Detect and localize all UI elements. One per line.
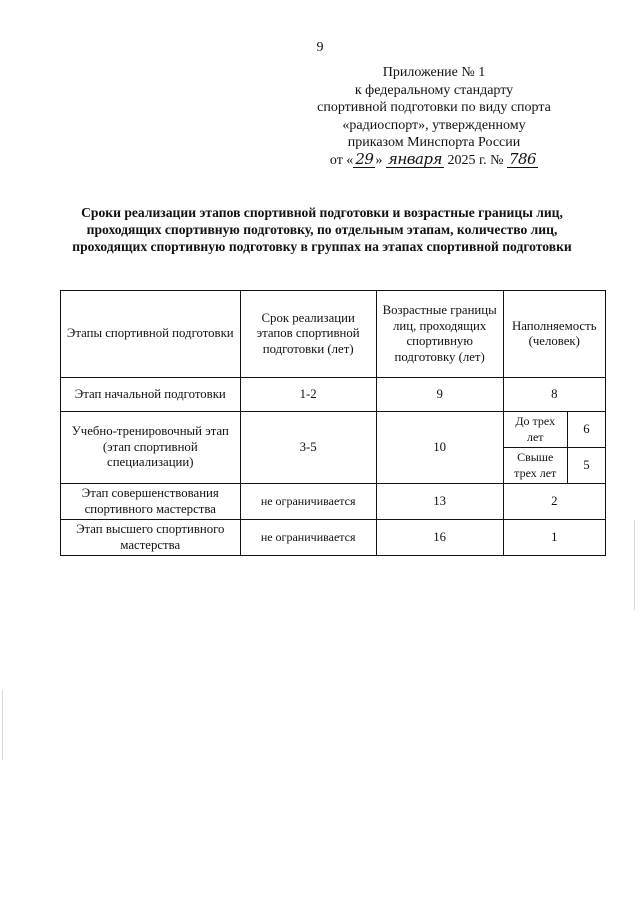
appendix-line-5: приказом Минспорта России bbox=[347, 135, 521, 150]
appendix-line-2: к федеральному стандарту bbox=[354, 82, 514, 98]
row-duration: не ограничивается bbox=[240, 520, 376, 556]
sub-label-over-3: Свыше трех лет bbox=[503, 448, 567, 484]
row-duration: 1-2 bbox=[240, 378, 376, 412]
header-occupancy: Наполняемость (человек) bbox=[503, 291, 605, 378]
stages-table bbox=[60, 290, 606, 556]
order-number-handwritten: 786 bbox=[508, 149, 537, 168]
order-year: 2025 г. № bbox=[447, 152, 504, 168]
appendix-title: Приложение № 1 bbox=[382, 65, 486, 80]
order-day-handwritten: 29 bbox=[355, 149, 374, 168]
table-row bbox=[61, 412, 606, 448]
header-duration: Срок реализации этапов спортивной подготовки (лет) bbox=[240, 291, 376, 378]
order-prefix: от « bbox=[329, 152, 354, 168]
sub-label-under-3: До трех лет bbox=[503, 412, 567, 448]
table-row bbox=[61, 378, 606, 412]
row-stage: Учебно-тренировочный этап (этап спортивной специализации) bbox=[61, 412, 241, 484]
row-duration: 3-5 bbox=[240, 412, 376, 484]
order-month-handwritten: января bbox=[387, 149, 442, 168]
header-stage: Этапы спортивной подготовки bbox=[61, 291, 241, 378]
scan-mark bbox=[634, 520, 635, 610]
row-age: 10 bbox=[376, 412, 503, 484]
table-row bbox=[61, 484, 606, 520]
sub-value-over-3: 5 bbox=[567, 448, 605, 484]
scan-mark bbox=[2, 690, 3, 760]
table-header-row bbox=[61, 291, 606, 378]
order-separator: » bbox=[375, 152, 383, 168]
row-stage: Этап высшего спортивного мастерства bbox=[61, 520, 241, 556]
appendix-block bbox=[284, 64, 584, 169]
order-line bbox=[284, 149, 584, 170]
table-row bbox=[61, 520, 606, 556]
row-occupancy: 8 bbox=[503, 378, 605, 412]
appendix-line-3: спортивной подготовки по виду спорта bbox=[317, 100, 551, 115]
page-number: 9 bbox=[316, 40, 324, 55]
header-age: Возрастные границы лиц, проходящих спортивную подготовку (лет) bbox=[376, 291, 503, 378]
row-duration: не ограничивается bbox=[240, 484, 376, 520]
row-age: 9 bbox=[376, 378, 503, 412]
appendix-line-4: «радиоспорт», утвержденному bbox=[342, 117, 526, 133]
row-stage: Этап начальной подготовки bbox=[61, 378, 241, 412]
document-title: Сроки реализации этапов спортивной подготовки и возрастные границы лиц, проходящих спортивную подготовку, по отдельным этапам, количество лиц, проходящих спортивную подготовку в группах на этапах спортивной подготовки bbox=[72, 205, 572, 254]
sub-value-under-3: 6 bbox=[567, 412, 605, 448]
row-stage: Этап совершенствования спортивного мастерства bbox=[61, 484, 241, 520]
row-occupancy: 1 bbox=[503, 520, 605, 556]
row-age: 16 bbox=[376, 520, 503, 556]
row-age: 13 bbox=[376, 484, 503, 520]
row-occupancy: 2 bbox=[503, 484, 605, 520]
